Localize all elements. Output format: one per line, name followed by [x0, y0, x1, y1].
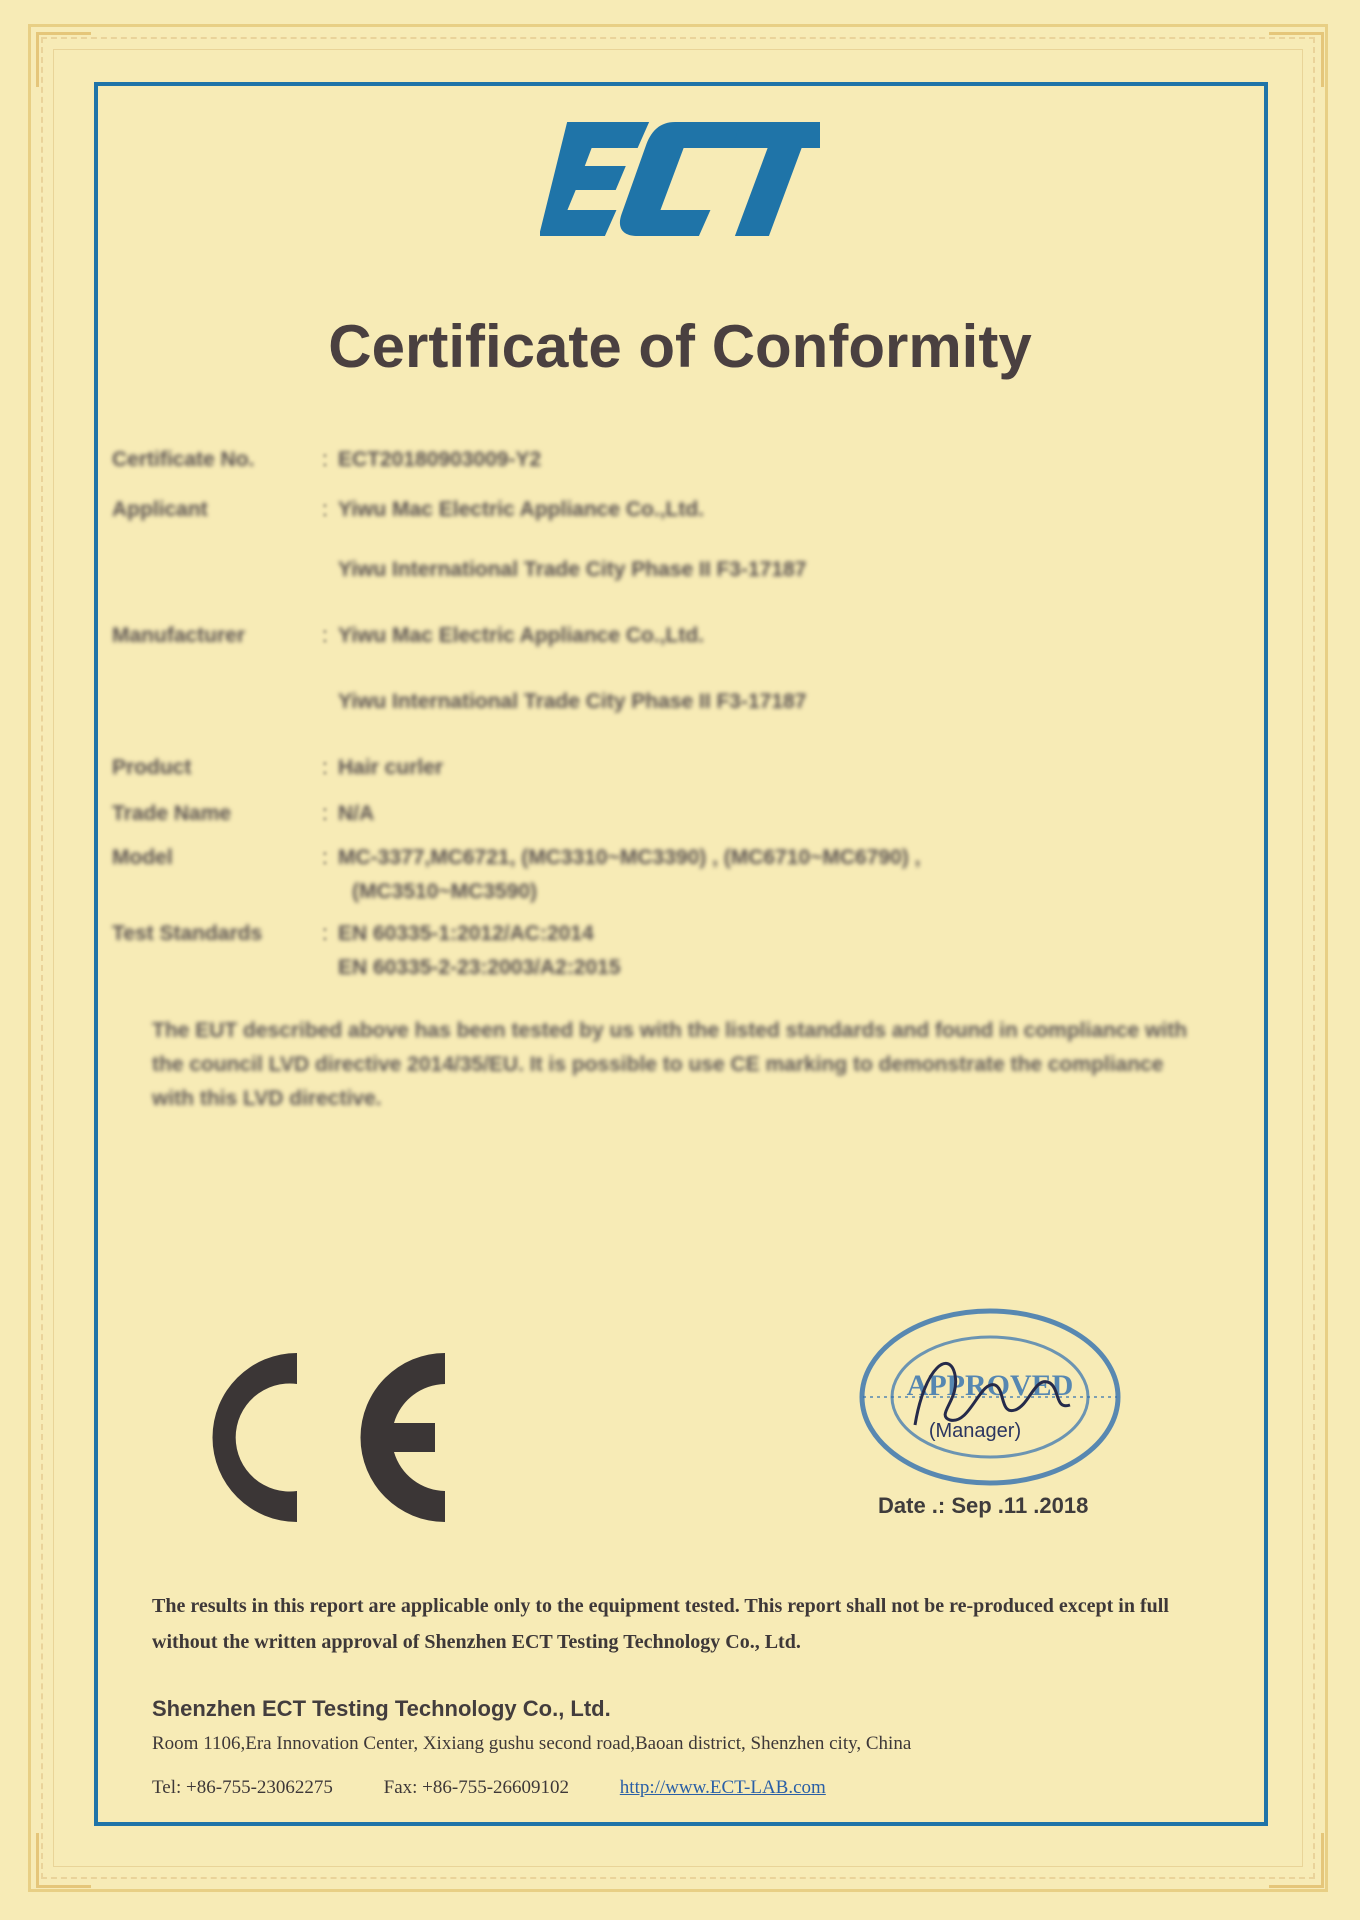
field-value: ECT20180903009-Y2 [338, 448, 542, 471]
field-applicant [112, 498, 1212, 558]
ce-mark-logo [205, 1345, 460, 1530]
field-label: Model [112, 846, 173, 869]
issuer-contact [152, 1777, 826, 1799]
field-trade-name [112, 802, 1212, 846]
ect-logo [540, 118, 820, 240]
conformity-statement: The EUT described above has been tested by us with the listed standards and found in compliance with the council LVD directive 2014/35/EU. It is possible to use CE marking to demonstrate the compliance with this LVD directive. [152, 1019, 1188, 1110]
svg-text:APPROVED: APPROVED [906, 1369, 1074, 1402]
field-label: Product [112, 756, 192, 779]
field-value: Yiwu International Trade City Phase II F3-17187 [338, 558, 807, 581]
corner-ornament [36, 32, 91, 87]
field-label: Test Standards [112, 922, 263, 945]
field-test-standards [112, 922, 1212, 956]
field-value: Yiwu Mac Electric Appliance Co.,Ltd. [338, 624, 705, 647]
issuer-company-name: Shenzhen ECT Testing Technology Co., Ltd. [152, 1696, 611, 1721]
website-link[interactable]: http://www.ECT-LAB.com [619, 1777, 826, 1798]
field-value: N/A [338, 802, 375, 825]
field-value: MC-3377,MC6721, (MC3310~MC3390) , (MC6710~MC6790) , [338, 846, 921, 869]
field-colon: : [322, 846, 328, 869]
field-colon: : [322, 498, 328, 521]
svg-text:(Manager): (Manager) [928, 1420, 1022, 1442]
field-label: Trade Name [112, 802, 232, 825]
field-applicant-address [112, 558, 1212, 624]
field-value: Yiwu International Trade City Phase II F3-17187 [338, 690, 807, 713]
corner-ornament [1269, 32, 1324, 87]
disclaimer-text: The results in this report are applicable only to the equipment tested. This report shall not be re-produced except in full without the written approval of Shenzhen ECT Testing Technology Co., Ltd. [152, 1595, 1169, 1653]
certificate-fields [112, 448, 1212, 990]
field-colon: : [322, 802, 328, 825]
approval-stamp [855, 1305, 1125, 1490]
field-manufacturer-address [112, 690, 1212, 756]
field-model-continued [112, 880, 1212, 922]
corner-ornament [36, 1833, 91, 1888]
field-label: Manufacturer [112, 624, 246, 647]
issue-date: Date .: Sep .11 .2018 [878, 1493, 1089, 1518]
corner-ornament [1269, 1833, 1324, 1888]
field-certificate-no [112, 448, 1212, 498]
field-colon: : [322, 922, 328, 945]
field-test-standards-continued [112, 956, 1212, 990]
field-colon: : [322, 624, 328, 647]
field-label: Certificate No. [112, 448, 255, 471]
certificate-title: Certificate of Conformity [328, 313, 1032, 380]
field-colon: : [322, 448, 328, 471]
field-colon: : [322, 756, 328, 779]
field-label: Applicant [112, 498, 208, 521]
telephone-number: Tel: +86-755-23062275 [152, 1777, 333, 1798]
field-value: (MC3510~MC3590) [352, 880, 538, 903]
field-value: Yiwu Mac Electric Appliance Co.,Ltd. [338, 498, 705, 521]
field-value: EN 60335-2-23:2003/A2:2015 [338, 956, 621, 979]
field-manufacturer [112, 624, 1212, 690]
field-model [112, 846, 1212, 880]
field-product [112, 756, 1212, 802]
issuer-address: Room 1106,Era Innovation Center, Xixiang gushu second road,Baoan district, Shenzhen city, China [152, 1733, 912, 1754]
field-value: Hair curler [338, 756, 444, 779]
fax-number: Fax: +86-755-26609102 [383, 1777, 570, 1798]
field-value: EN 60335-1:2012/AC:2014 [338, 922, 594, 945]
